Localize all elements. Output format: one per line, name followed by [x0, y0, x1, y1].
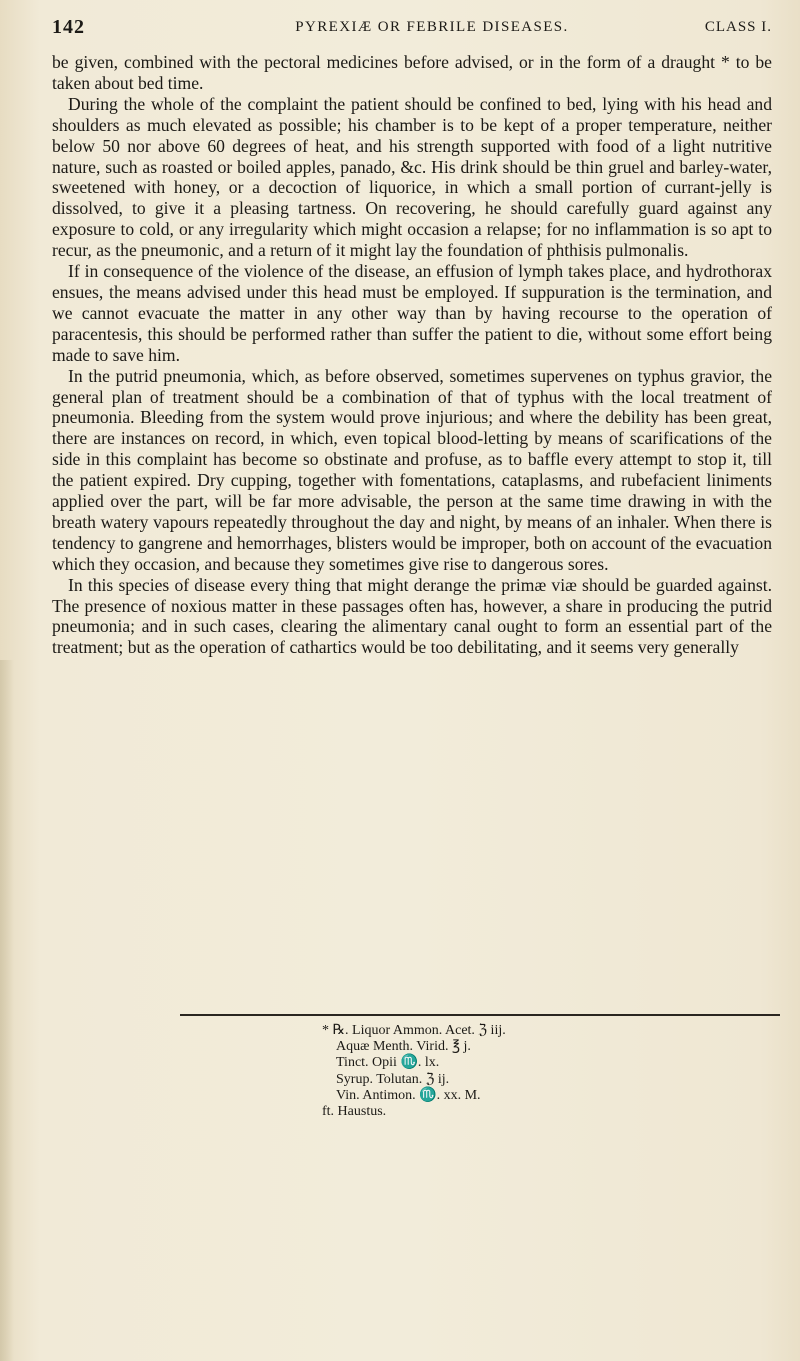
footnote-rule — [180, 1014, 780, 1016]
footnote-line: Syrup. Tolutan. ℨ ij. — [336, 1071, 450, 1087]
page-number: 142 — [52, 16, 85, 38]
footnote-line: ft. Haustus. — [322, 1104, 387, 1120]
paragraph-confinement: During the whole of the complaint the patient should be confined to bed, lying with his head and shoulders as much elevated as possible; his chamber is to be kept of a proper temperature, neither below 50 nor above 60 degrees of heat, and his strength supported with food of a light nutritive nature, such as roasted or boiled apples, panado, &c. His drink should be thin gruel and barley-water, sweetened with honey, or a decoction of liquorice, in which a small portion of currant-jelly is dissolved, to give it a pleasing tartness. On recovering, he should carefully guard against any exposure to cold, or any irregularity which might occasion a relapse; for no inflammation is so apt to recur, as the pneumonic, and a return of it might lay the foundation of phthisis pulmonalis. — [52, 93, 772, 261]
running-title: PYREXIÆ OR FEBRILE DISEASES. — [295, 19, 569, 35]
main-text — [52, 52, 772, 658]
paragraph-putrid-pneumonia: In the putrid pneumonia, which, as before observed, sometimes supervenes on typhus gravior, the general plan of treatment should be a combination of that of typhus with the local treatment of pneumonia. Bleeding from the system would prove injurious; and where the debility has been great, there are instances on record, in which, even topical blood-letting by means of scarifications of the side in this complaint has become so obstinate and profuse, as to baffle every attempt to stop it, till the patient expired. Dry cupping, together with fomentations, cataplasms, and rubefacient liniments applied over the part, will be far more advisable, the person at the same time drawing in with the breath watery vapours repeatedly throughout the day and night, by means of an inhaler. When there is tendency to gangrene and hemorrhages, blisters would be improper, both on account of the evacuation which they occasion, and because they sometimes give rise to dangerous sores. — [52, 365, 772, 574]
page-header — [52, 16, 772, 42]
footnote-line: Vin. Antimon. ♏. xx. M. — [336, 1087, 481, 1103]
footnote-prescription — [322, 1023, 722, 1120]
paragraph-effusion: If in consequence of the violence of the disease, an effusion of lymph takes place, and hydrothorax ensues, the means advised under this head must be employed. If suppuration is the termination, and we cannot evacuate the matter in any other way than by having recourse to the operation of paracentesis, this should be performed rather than suffer the patient to die, without some effort being made to save him. — [52, 261, 772, 365]
footnote-line: Aquæ Menth. Virid. ℥ j. — [336, 1039, 471, 1055]
footnote-line: Tinct. Opii ♏. lx. — [336, 1055, 440, 1071]
page-gutter-shadow — [0, 660, 14, 1361]
paragraph-primae-viae: In this species of disease every thing that might derange the primæ viæ should be guarded against. The presence of noxious matter in these passages often has, however, a share in producing the putrid pneumonia; and in such cases, clearing the alimentary canal ought to form an essential part of the treatment; but as the operation of cathartics would be too debilitating, and it seems very generally — [52, 574, 772, 658]
footnote-line: * ℞. Liquor Ammon. Acet. ℨ iij. — [322, 1023, 506, 1038]
class-label: CLASS I. — [704, 19, 772, 35]
paragraph-continuation: be given, combined with the pectoral medicines before advised, or in the form of a draught * to be taken about bed time. — [52, 52, 772, 93]
